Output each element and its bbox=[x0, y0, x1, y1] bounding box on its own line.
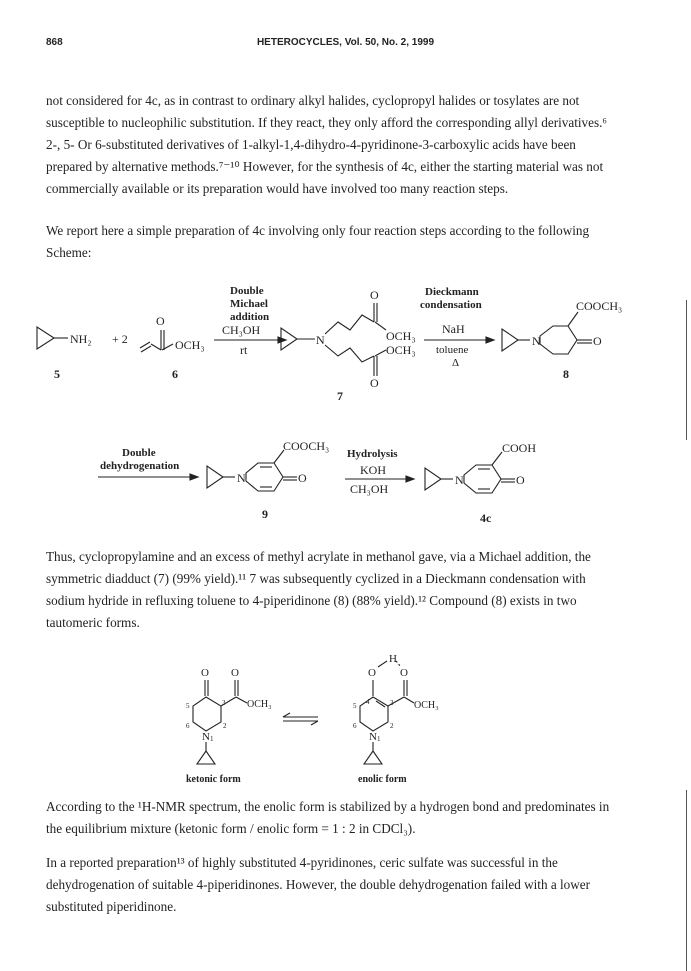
plus-sign: + 2 bbox=[112, 332, 128, 346]
step3-label: Double bbox=[122, 447, 156, 459]
compound-label: 7 bbox=[337, 389, 343, 403]
pyridinone-9-structure bbox=[207, 440, 329, 491]
tautomer-scheme bbox=[0, 640, 691, 785]
diester-7-structure bbox=[281, 288, 416, 390]
paragraph-2 bbox=[46, 220, 646, 264]
compound-label: 4c bbox=[480, 511, 492, 525]
carbonyl-o: O bbox=[370, 288, 379, 302]
ring-number: 6 bbox=[186, 722, 190, 730]
step1-label: addition bbox=[230, 311, 270, 323]
ring-number: 2 bbox=[390, 722, 394, 730]
step4-label: Hydrolysis bbox=[347, 448, 398, 460]
ring-number: 4 bbox=[366, 698, 370, 706]
paragraph-1 bbox=[46, 90, 646, 200]
hydrogen: H bbox=[389, 653, 397, 665]
ketonic-form-label: ketonic form bbox=[186, 774, 241, 785]
compound-label: 5 bbox=[54, 367, 60, 381]
margin-rule bbox=[686, 790, 687, 971]
ring-number: 6 bbox=[353, 722, 357, 730]
ketonic-form-structure bbox=[186, 667, 272, 764]
text-line: tautomeric forms. bbox=[46, 615, 140, 630]
ester-substituent: COOCH₃ bbox=[576, 299, 623, 313]
ester-group: OCH₃ bbox=[247, 699, 272, 710]
ring-number: 3 bbox=[390, 699, 394, 707]
compound-label: 6 bbox=[172, 367, 178, 381]
hydroxyl-o: O bbox=[368, 667, 376, 679]
ring-number: 5 bbox=[353, 702, 357, 710]
page-header bbox=[0, 37, 691, 53]
compound-label: 9 bbox=[262, 507, 268, 521]
ring-nitrogen: N bbox=[532, 334, 541, 348]
text-line: According to the ¹H-NMR spectrum, the enolic form is stabilized by a hydrogen bond and predominates in bbox=[46, 799, 610, 814]
ring-nitrogen: N bbox=[369, 731, 377, 743]
acid-substituent: COOH bbox=[502, 441, 537, 455]
diester-group-1: OCH₃ bbox=[386, 329, 416, 343]
step1-label: Double bbox=[230, 285, 264, 297]
text-line: Thus, cyclopropylamine and an excess of methyl acrylate in methanol gave, via a Michael addition, the bbox=[46, 549, 591, 564]
enolic-form-structure bbox=[353, 653, 439, 764]
text-line: not considered for 4c, as in contrast to ordinary alkyl halides, cyclopropyl halides or tosylates are not bbox=[46, 93, 580, 108]
carbonyl-o: O bbox=[400, 667, 408, 679]
text-line: We report here a simple preparation of 4c involving only four reaction steps according to the following bbox=[46, 223, 590, 238]
step2-reagent: NaH bbox=[442, 322, 465, 336]
ester-substituent: COOCH₃ bbox=[283, 440, 330, 453]
step2-condition: Δ bbox=[452, 357, 460, 369]
ring-nitrogen: N bbox=[455, 473, 464, 487]
text-line: the equilibrium mixture (ketonic form / enolic form = 1 : 2 in CDCl₃). bbox=[46, 821, 416, 836]
step2-label: condensation bbox=[420, 299, 482, 311]
ring-number: 1 bbox=[377, 735, 381, 743]
step4-reagent: KOH bbox=[360, 463, 386, 477]
carbonyl-o: O bbox=[231, 667, 239, 679]
amine-group: NH₂ bbox=[70, 332, 92, 346]
paragraph-4 bbox=[46, 796, 646, 840]
ring-nitrogen: N bbox=[202, 731, 210, 743]
product-4c-structure bbox=[425, 441, 536, 493]
step1-condition: rt bbox=[240, 343, 248, 357]
carbonyl-o: O bbox=[201, 667, 209, 679]
text-line: In a reported preparation¹³ of highly substituted 4-pyridinones, ceric sulfate was successful in the bbox=[46, 855, 558, 870]
carbonyl-o: O bbox=[370, 376, 379, 390]
step3-label: dehydrogenation bbox=[100, 460, 180, 472]
ring-nitrogen: N bbox=[237, 471, 246, 485]
text-line: dehydrogenation of suitable 4-piperidinones. However, the double dehydrogenation failed with a lower bbox=[46, 877, 591, 892]
methyl-acrylate-structure bbox=[140, 314, 205, 352]
text-line: prepared by alternative methods.⁷⁻¹⁰ However, for the synthesis of 4c, either the starting material was not bbox=[46, 159, 604, 174]
ester-group: OCH₃ bbox=[175, 338, 205, 352]
text-line: symmetric diadduct (7) (99% yield).¹¹ 7 was subsequently cyclized in a Dieckmann condensation with bbox=[46, 571, 586, 586]
text-line: substituted piperidinone. bbox=[46, 899, 177, 914]
text-line: susceptible to nucleophilic substitution. If they react, they only afford the corresponding allyl derivatives.⁶ bbox=[46, 115, 608, 130]
piperidinone-8-structure bbox=[502, 299, 622, 354]
ring-number: 3 bbox=[222, 699, 226, 707]
carbonyl-o: O bbox=[516, 473, 525, 487]
carbonyl-o: O bbox=[156, 314, 165, 328]
ring-number: 5 bbox=[186, 702, 190, 710]
text-line: Scheme: bbox=[46, 245, 92, 260]
step1-label: Michael bbox=[230, 298, 268, 310]
cyclopropylamine-structure bbox=[37, 327, 128, 349]
ring-nitrogen: N bbox=[316, 333, 325, 347]
diester-group-2: OCH₃ bbox=[386, 343, 416, 357]
journal-citation: HETEROCYCLES, Vol. 50, No. 2, 1999 bbox=[256, 37, 435, 48]
step4-solvent: CH₃OH bbox=[350, 482, 389, 496]
paragraph-3 bbox=[46, 546, 646, 634]
text-line: sodium hydride in refluxing toluene to 4-piperidinone (8) (88% yield).¹² Compound (8) exists in two bbox=[46, 593, 577, 608]
step2-label: Dieckmann bbox=[425, 286, 479, 298]
compound-label: 8 bbox=[563, 367, 569, 381]
ester-group: OCH₃ bbox=[414, 700, 439, 711]
reaction-scheme-row-1 bbox=[0, 270, 691, 430]
text-line: commercially available or its preparation would have involved too many reaction steps. bbox=[46, 181, 509, 196]
reaction-scheme-row-2 bbox=[0, 440, 691, 535]
step2-solvent: toluene bbox=[436, 344, 469, 356]
enolic-form-label: enolic form bbox=[358, 774, 407, 785]
text-line: 2-, 5- Or 6-substituted derivatives of 1-alkyl-1,4-dihydro-4-pyridinone-3-carboxylic acids have been bbox=[46, 137, 576, 152]
carbonyl-o: O bbox=[593, 334, 602, 348]
page-number: 868 bbox=[46, 37, 63, 48]
step1-reagent: CH₃OH bbox=[222, 323, 261, 337]
paragraph-5 bbox=[46, 852, 646, 918]
ring-number: 2 bbox=[223, 722, 227, 730]
ring-number: 1 bbox=[210, 735, 214, 743]
carbonyl-o: O bbox=[298, 471, 307, 485]
